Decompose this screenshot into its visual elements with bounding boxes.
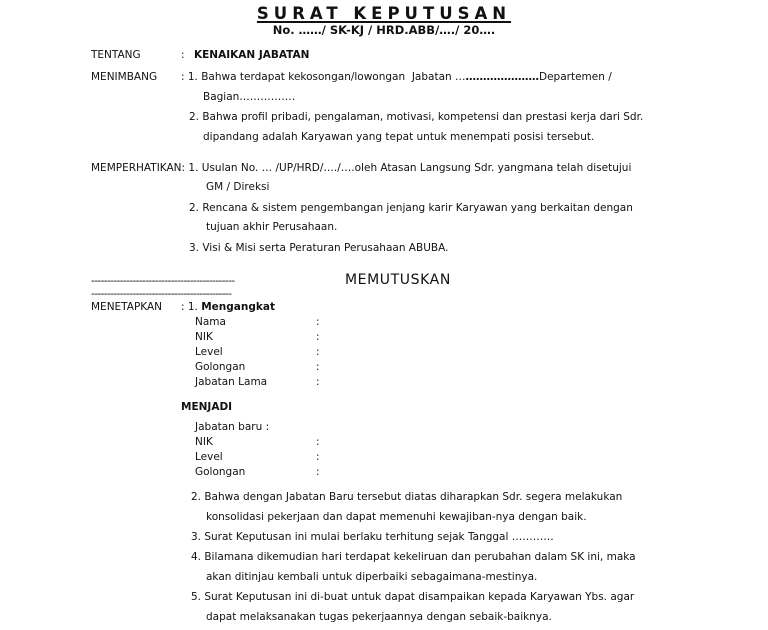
tentang-value: KENAIKAN JABATAN: [194, 49, 310, 61]
menetapkan-item-1: : 1. Mengangkat: [181, 301, 275, 313]
menimbang-item-1-line-1: : 1. Bahwa terdapat kekosongan/lowongan Jabatan ……………………Departemen /: [181, 71, 612, 83]
item-5-line-1: 5. Surat Keputusan ini di-buat untuk dapat disampaikan kepada Karyawan Ybs. agar: [191, 591, 635, 603]
document-title: SURAT KEPUTUSAN: [256, 4, 512, 23]
item-5-line-2: dapat melaksanakan tugas pekerjaannya dengan sebaik-baiknya.: [206, 611, 552, 623]
menjadi-heading: MENJADI: [181, 401, 233, 413]
field-jabatan-lama-colon: :: [316, 376, 320, 388]
menetapkan-label: MENETAPKAN: [91, 301, 163, 313]
menimbang-item-1-line-2: Bagian…………….: [203, 91, 296, 103]
field-nik-label: NIK: [195, 331, 213, 343]
item-4-line-1: 4. Bilamana dikemudian hari terdapat kekeliruan dan perubahan dalam SK ini, maka: [191, 551, 636, 563]
divider-dashes-left: ---------------------------------------------: [91, 275, 235, 287]
field-nama-colon: :: [316, 316, 320, 328]
memperhatikan-item-2-line-2: tujuan akhir Perusahaan.: [206, 221, 338, 233]
memutuskan-heading: MEMUTUSKAN: [345, 272, 451, 288]
item-2-line-2: konsolidasi pekerjaan dan dapat memenuhi kewajiban-nya dengan baik.: [206, 511, 587, 523]
item-3: 3. Surat Keputusan ini mulai berlaku terhitung sejak Tanggal …………: [191, 531, 554, 543]
memperhatikan-item-2-line-1: 2. Rencana & sistem pengembangan jenjang karir Karyawan yang berkaitan dengan: [189, 202, 633, 214]
new-field-golongan-colon: :: [316, 466, 320, 478]
tentang-label: TENTANG: [91, 49, 141, 61]
field-golongan-colon: :: [316, 361, 320, 373]
new-field-level-colon: :: [316, 451, 320, 463]
new-field-golongan-label: Golongan: [195, 466, 246, 478]
menimbang-item-2-line-1: 2. Bahwa profil pribadi, pengalaman, motivasi, kompetensi dan prestasi kerja dari Sdr.: [189, 111, 644, 123]
field-nama-label: Nama: [195, 316, 226, 328]
memperhatikan-line-1b: GM / Direksi: [206, 181, 270, 193]
field-nik-colon: :: [316, 331, 320, 343]
menimbang-label: MENIMBANG: [91, 71, 158, 83]
field-golongan-label: Golongan: [195, 361, 246, 373]
field-level-colon: :: [316, 346, 320, 358]
jabatan-baru-label: Jabatan baru :: [195, 421, 270, 433]
memperhatikan-item-3: 3. Visi & Misi serta Peraturan Perusahaan ABUBA.: [189, 242, 449, 254]
new-field-nik-label: NIK: [195, 436, 213, 448]
divider-dashes-below: --------------------------------------------: [91, 288, 232, 300]
menimbang-item-2-line-2: dipandang adalah Karyawan yang tepat untuk menempati posisi tersebut.: [203, 131, 595, 143]
new-field-nik-colon: :: [316, 436, 320, 448]
tentang-colon: :: [181, 49, 185, 61]
document-number: No. ……/ SK-KJ / HRD.ABB/…./ 20….: [272, 23, 496, 37]
item-4-line-2: akan ditinjau kembali untuk diperbaiki sebagaimana-mestinya.: [206, 571, 538, 583]
item-2-line-1: 2. Bahwa dengan Jabatan Baru tersebut diatas diharapkan Sdr. segera melakukan: [191, 491, 623, 503]
field-level-label: Level: [195, 346, 223, 358]
field-jabatan-lama-label: Jabatan Lama: [195, 376, 268, 388]
memperhatikan-line-1: MEMPERHATIKAN: 1. Usulan No. … /UP/HRD/…./….oleh Atasan Langsung Sdr. yangmana telah disetujui: [91, 162, 632, 174]
new-field-level-label: Level: [195, 451, 223, 463]
